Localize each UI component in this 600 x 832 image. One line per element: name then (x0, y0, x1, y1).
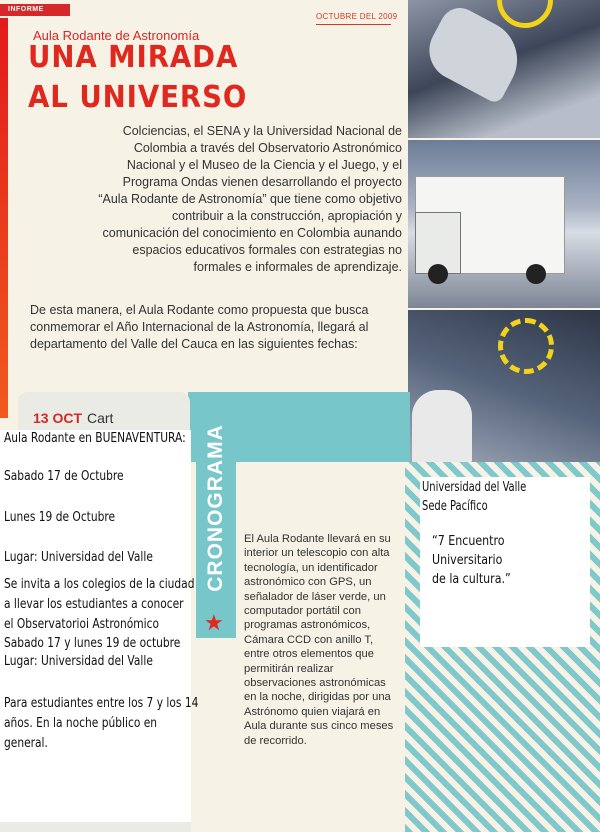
left-note-line: el Observatorioi Astronómico (4, 617, 160, 632)
left-note-line: Sabado 17 de Octubre (4, 469, 124, 484)
left-note-line: Para estudiantes entre los 7 y los 14 (4, 696, 199, 711)
truck-wheel (526, 264, 546, 284)
left-note-line: Lunes 19 de Octubre (4, 510, 116, 525)
right-note-quote-line-1: “7 Encuentro Universitario (432, 534, 505, 568)
star-icon: ★ (204, 610, 224, 635)
section-tag: INFORME (0, 4, 70, 16)
decorative-yellow-ring (498, 318, 554, 374)
date-tab-partial: Cart (87, 410, 114, 426)
left-note-line: a llevar los estudiantes a conocer (4, 597, 184, 612)
left-note-line: Sabado 17 y lunes 19 de octubre (4, 636, 181, 651)
cronograma-label: CRONOGRAMA (204, 424, 227, 592)
date-tab-label: 13 OCT (33, 410, 83, 426)
date-underline (316, 24, 391, 25)
right-note-title-1: Universidad del Valle (422, 480, 527, 495)
issue-date: OCTUBRE DEL 2009 (316, 12, 398, 21)
intro-paragraph-2: De esta manera, el Aula Rodante como propuesta que busca conmemorar el Año Internacional de la Astronomía, llegará al departamento del Valle del Cauca en las siguientes fechas: (30, 303, 369, 351)
cronograma-label-wrap (196, 392, 236, 624)
left-note-line: Lugar: Universidad del Valle (4, 550, 153, 565)
observer-figure (412, 390, 472, 464)
article-subtitle: Aula Rodante de Astronomía (33, 28, 200, 43)
left-note-line: Lugar: Universidad del Valle (4, 654, 153, 669)
left-note-box (0, 430, 199, 822)
left-note-line: años. En la noche público en (4, 716, 158, 731)
left-note-heading: Aula Rodante en BUENAVENTURA: (4, 431, 186, 446)
intro-paragraph-1: Colciencias, el SENA y la Universidad Nacional de Colombia a través del Observatorio Astronómico Nacional y el Museo de la Ciencia y el Juego, y el Programa Ondas vienen desarrollando el proyecto “Aula Rodante de Astronomía” que tiene como objetivo contribuir a la construcción, apropiación y comunicación del conocimiento en Colombia aunando espacios educativos formales con estrategias no formales e informales de aprendizaje. (98, 124, 402, 274)
red-side-bar (0, 18, 8, 418)
left-note-bottom-band (0, 822, 191, 832)
left-note-line: Se invita a los colegios de la ciudad (4, 577, 195, 592)
article-title-line-1: UNA MIRADA (28, 40, 239, 75)
truck-wheel (428, 264, 448, 284)
right-note-quote (432, 532, 577, 589)
left-note-line: general. (4, 736, 48, 751)
right-note-quote-line-2: de la cultura.” (432, 572, 511, 587)
right-note-title-2: Sede Pacífico (422, 499, 488, 514)
article-title-line-2: AL UNIVERSO (28, 80, 248, 115)
aula-description: El Aula Rodante llevará en su interior un telescopio con alta tecnología, un identificador astronómico con GPS, un señalador de láser verde, un computador portátil con programas astronómicos, Cámara CCD con anillo T, entre otros elementos que permitirán realizar observaciones astronómicas en la noche, dirigidas por una Astrónomo quien viajará en Aula durante sus cinco meses de recorrido. (244, 533, 394, 747)
